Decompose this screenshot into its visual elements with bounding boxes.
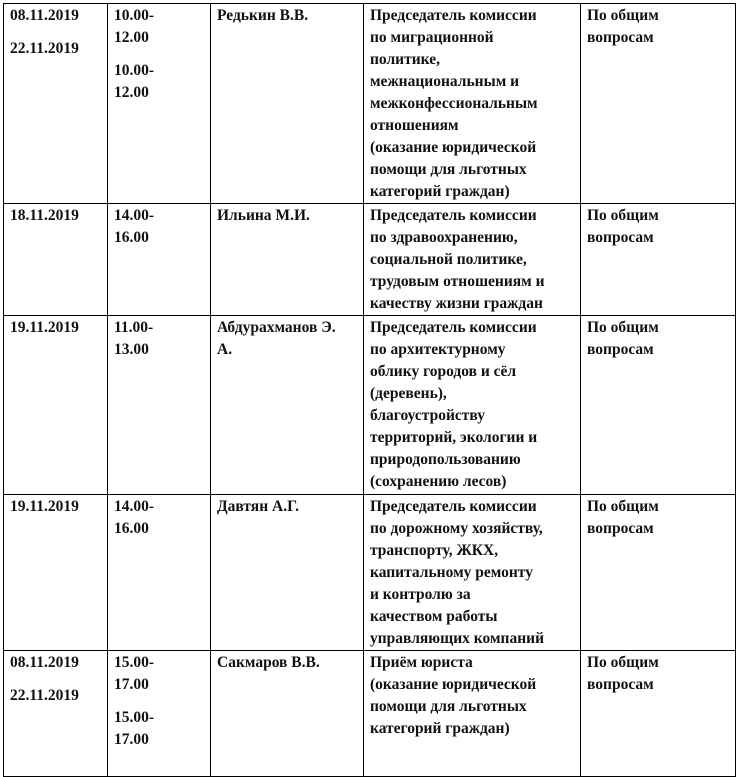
position-text: по миграционной bbox=[370, 29, 494, 46]
time-cell bbox=[108, 495, 211, 651]
topic-text: По общим bbox=[587, 207, 659, 224]
date-text: 08.11.2019 bbox=[10, 654, 79, 671]
time-text: 12.00 bbox=[114, 29, 149, 46]
position-text: трудовым отношениям и bbox=[370, 273, 545, 290]
position-text: категорий граждан) bbox=[370, 183, 510, 200]
table-row bbox=[4, 316, 736, 495]
position-text: по здравоохранению, bbox=[370, 229, 518, 246]
position-text: качеством работы bbox=[370, 608, 498, 625]
topic-text: По общим bbox=[587, 654, 659, 671]
name-cell bbox=[211, 204, 364, 316]
table-row bbox=[4, 651, 736, 777]
date-cell bbox=[4, 204, 108, 316]
spacer bbox=[10, 674, 101, 685]
position-text: помощи для льготных bbox=[370, 698, 527, 715]
time-text: 16.00 bbox=[114, 520, 149, 537]
time-text: 10.00- bbox=[114, 62, 155, 79]
position-text: (сохранению лесов) bbox=[370, 473, 507, 490]
name-cell bbox=[211, 495, 364, 651]
position-text: управляющих компаний bbox=[370, 630, 544, 647]
position-text: (оказание юридической bbox=[370, 676, 537, 693]
person-name-text: Давтян А.Г. bbox=[217, 498, 300, 515]
spacer bbox=[114, 696, 204, 707]
topic-text: По общим bbox=[587, 498, 659, 515]
time-text: 17.00 bbox=[114, 731, 149, 748]
time-cell bbox=[108, 316, 211, 495]
time-text: 14.00- bbox=[114, 498, 155, 515]
position-text: (оказание юридической bbox=[370, 139, 537, 156]
position-text: по архитектурному bbox=[370, 341, 506, 358]
position-text: качеству жизни граждан bbox=[370, 295, 543, 312]
date-text: 19.11.2019 bbox=[10, 319, 79, 336]
time-text: 12.00 bbox=[114, 84, 149, 101]
time-text: 17.00 bbox=[114, 676, 149, 693]
date-cell bbox=[4, 495, 108, 651]
time-text: 16.00 bbox=[114, 229, 149, 246]
topic-text: вопросам bbox=[587, 676, 654, 693]
time-cell bbox=[108, 204, 211, 316]
topic-text: По общим bbox=[587, 7, 659, 24]
topic-cell bbox=[581, 4, 736, 204]
position-text: межконфессиональным bbox=[370, 95, 538, 112]
position-text: Председатель комиссии bbox=[370, 7, 537, 24]
person-name-text: А. bbox=[217, 341, 233, 358]
table-row bbox=[4, 4, 736, 204]
topic-text: вопросам bbox=[587, 341, 654, 358]
position-text: благоустройству bbox=[370, 407, 485, 424]
position-cell bbox=[364, 495, 581, 651]
table-row bbox=[4, 495, 736, 651]
person-name-text: Ильина М.И. bbox=[217, 207, 310, 224]
name-cell bbox=[211, 316, 364, 495]
position-text: и контролю за bbox=[370, 586, 471, 603]
time-text: 15.00- bbox=[114, 654, 155, 671]
topic-text: По общим bbox=[587, 319, 659, 336]
topic-cell bbox=[581, 204, 736, 316]
topic-text: вопросам bbox=[587, 229, 654, 246]
person-name-text: Сакмаров В.В. bbox=[217, 654, 320, 671]
position-cell bbox=[364, 316, 581, 495]
position-cell bbox=[364, 204, 581, 316]
topic-text: вопросам bbox=[587, 520, 654, 537]
topic-text: вопросам bbox=[587, 29, 654, 46]
position-text: по дорожному хозяйству, bbox=[370, 520, 543, 537]
name-cell bbox=[211, 651, 364, 777]
spacer bbox=[10, 27, 101, 38]
position-text: капитальному ремонту bbox=[370, 564, 533, 581]
name-cell bbox=[211, 4, 364, 204]
position-text: природопользованию bbox=[370, 451, 521, 468]
date-cell bbox=[4, 651, 108, 777]
date-text: 18.11.2019 bbox=[10, 207, 79, 224]
topic-cell bbox=[581, 651, 736, 777]
position-text: отношениям bbox=[370, 117, 459, 134]
date-text: 19.11.2019 bbox=[10, 498, 79, 515]
date-cell bbox=[4, 4, 108, 204]
position-cell bbox=[364, 651, 581, 777]
person-name-text: Абдурахманов Э. bbox=[217, 319, 336, 336]
position-text: помощи для льготных bbox=[370, 161, 527, 178]
time-text: 10.00- bbox=[114, 7, 155, 24]
position-text: облику городов и сёл bbox=[370, 363, 517, 380]
time-text: 11.00- bbox=[114, 319, 154, 336]
topic-cell bbox=[581, 316, 736, 495]
position-text: социальной политике, bbox=[370, 251, 527, 268]
date-text: 22.11.2019 bbox=[10, 687, 79, 704]
position-text: Председатель комиссии bbox=[370, 498, 537, 515]
position-cell bbox=[364, 4, 581, 204]
person-name-text: Редькин В.В. bbox=[217, 7, 309, 24]
position-text: межнациональным и bbox=[370, 73, 520, 90]
position-text: Приём юриста bbox=[370, 654, 473, 671]
topic-cell bbox=[581, 495, 736, 651]
time-text: 14.00- bbox=[114, 207, 155, 224]
date-text: 08.11.2019 bbox=[10, 7, 79, 24]
position-text: транспорту, ЖКХ, bbox=[370, 542, 499, 559]
position-text: категорий граждан) bbox=[370, 720, 510, 737]
date-text: 22.11.2019 bbox=[10, 40, 79, 57]
position-text: (деревень), bbox=[370, 385, 447, 402]
position-text: Председатель комиссии bbox=[370, 207, 537, 224]
time-cell bbox=[108, 651, 211, 777]
position-text: территорий, экологии и bbox=[370, 429, 538, 446]
reception-schedule-table bbox=[3, 3, 736, 777]
table-row bbox=[4, 204, 736, 316]
time-text: 13.00 bbox=[114, 341, 149, 358]
time-text: 15.00- bbox=[114, 709, 155, 726]
schedule-body bbox=[4, 4, 736, 777]
time-cell bbox=[108, 4, 211, 204]
date-cell bbox=[4, 316, 108, 495]
position-text: Председатель комиссии bbox=[370, 319, 537, 336]
spacer bbox=[114, 49, 204, 60]
position-text: политике, bbox=[370, 51, 440, 68]
